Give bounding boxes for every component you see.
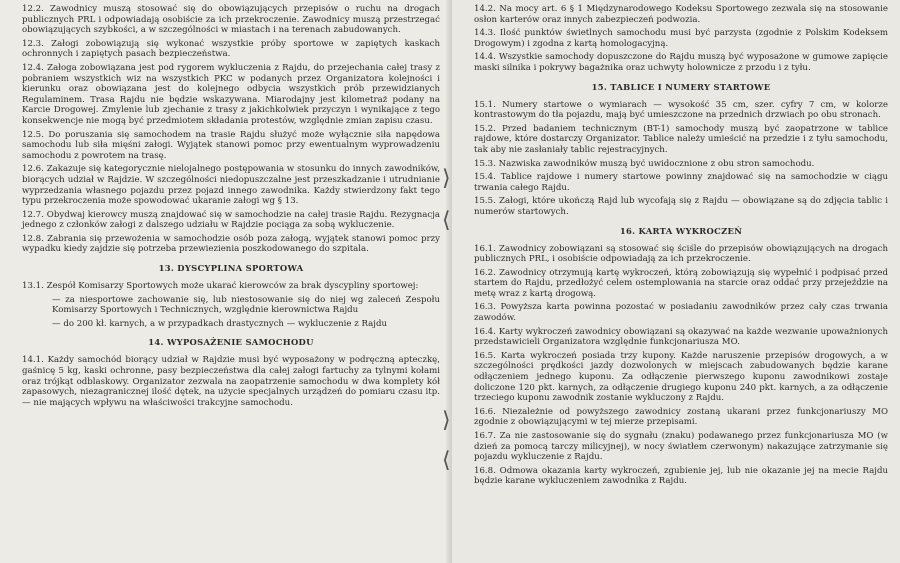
heading-section-16: 16. KARTA WYKROCZEŃ [619, 225, 743, 236]
paragraph-16-8: 16.8. Odmowa okazania karty wykroczeń, zgubienie jej, lub nie okazanie jej na mecie Rajdu będzie karane wykluczeniem zawodnika z Rajdu. [474, 465, 888, 487]
paragraph-12-5: 12.5. Do poruszania się samochodem na trasie Rajdu służyć może wyłącznie siła napędowa samochodu lub siła mięśni załogi. Wyjątek stanowi pomoc przy ewentualnym wyprowadzeniu samochodu z powrotem na trasę. [22, 129, 440, 161]
paragraph-15-1: 15.1. Numery startowe o wymiarach — wysokość 35 cm, szer. cyfry 7 cm, w kolorze kontrastowym do tła pojazdu, mają być umieszczone na przednich drzwiach po obu stronach. [474, 99, 888, 121]
paragraph-14-2: 14.2. Na mocy art. 6 § 1 Międzynarodowego Kodeksu Sportowego zezwala się na stosowanie osłon karterów oraz innych zabezpieczeń podwozia. [474, 4, 888, 25]
paragraph-14-1: 14.1. Każdy samochód biorący udział w Rajdzie musi być wyposażony w podręczną apteczkę, gaśnicę 5 kg, kaski ochronne, pasy bezpieczeństwa dla całej załogi fartuchy za tylnymi kołami oraz trójkąt odblaskowy. Organizator zezwala na zaopatrzenie samochodu w dwa komplety kół zapasowych, niezagranicznej ilość dętek, na użycie specjalnych urządzeń do pomiaru czasu itp. — nie mających wpływu na właściwości trakcyjne samochodu. [22, 355, 440, 408]
paragraph-16-1: 16.1. Zawodnicy zobowiązani są stosować się ściśle do przepisów obowiązujących na drogach publicznych PRL, i osobiście odpowiadają za ich przekroczenie. [474, 243, 888, 265]
paragraph-12-7: 12.7. Obydwaj kierowcy muszą znajdować się w samochodzie na całej trasie Rajdu. Rezygnacja jednego z członków załogi z dalszego udziału w Rajdzie pociąga za sobą wykluczenie. [22, 209, 440, 231]
paragraph-15-5: 15.5. Załogi, które ukończą Rajd lub wycofają się z Rajdu — obowiązane są do zdjęcia tablic i numerów startowych. [474, 196, 888, 217]
paragraph-12-3: 12.3. Załogi zobowiązują się wykonać wszystkie próby sportowe w zapiętych kaskach ochronnych i zapiętych pasach bezpieczeństwa. [22, 38, 440, 60]
heading-section-15: 15. TABLICE I NUMERY STARTOWE [591, 81, 771, 92]
staple-top: ⟩ [442, 166, 451, 191]
paragraph-16-6: 16.6. Niezależnie od powyższego zawodnicy zostaną ukarani przez funkcjonariuszy MO zgodnie z obowiązującymi w tej mierze przepisami. [474, 406, 888, 428]
paragraph-16-3: 16.3. Powyższa karta powinna pozostać w posiadaniu zawodników przez cały czas trwania zawodów. [474, 302, 888, 324]
paragraph-14-4: 14.4. Wszystkie samochody dopuszczone do Rajdu muszą być wyposażone w gumowe zapięcie maski silnika i pokrywy bagażnika oraz uchwyty holownicze z przodu i z tyłu. [474, 52, 888, 73]
heading-section-14: 14. WYPOSAŻENIE SAMOCHODU [148, 337, 314, 348]
paragraph-15-2: 15.2. Przed badaniem technicznym (BT-1) samochody muszą być zaopatrzone w tablice rajdowe, które dostarczy Organizator. Tablice należy umieścić na przedzie i z tyłu samochodu, tak aby nie zasłaniały tablic rejestracyjnych. [474, 123, 888, 155]
paragraph-12-8: 12.8. Zabrania się przewożenia w samochodzie osób poza załogą, wyjątek stanowi pomoc przy wypadku kiedy zajdzie się potrzeba przewiezienia poszkodowanego do szpitala. [22, 233, 440, 255]
paragraph-16-5: 16.5. Karta wykroczeń posiada trzy kupony. Każde naruszenie przepisów drogowych, a w szczególności prędkości jazdy dozwolonych w miejscach zabudowanych będzie karane odłączeniem jednego kuponu. Za odłączenie pierwszego kuponu zawodnikowi zostaje doliczone 120 pkt. karnych, za odłączenie drugiego kuponu 240 pkt. karnych, a za odłączenie trzeciego kuponu zawodnik zostanie wykluczony z Rajdu. [474, 350, 888, 404]
paragraph-13-1-a: — za niesportowe zachowanie się, lub niestosowanie się do niej wg zaleceń Zespołu Komisarzy Sportowych i Technicznych, względnie kierownictwa Rajdu [52, 294, 440, 316]
paragraph-16-4: 16.4. Karty wykroczeń zawodnicy obowiązani są okazywać na każde wezwanie upoważnionych przedstawicieli Organizatora względnie funkcjonariusza MO. [474, 326, 888, 348]
paragraph-16-2: 16.2. Zawodnicy otrzymują kartę wykroczeń, którą zobowiązują się wypełnić i podpisać przed startem do Rajdu, przedłożyć celem ostemplowania na starcie oraz oddać przy przejeździe na metę wraz z kartą drogową. [474, 267, 888, 299]
paragraph-13-1-b: — do 200 kł. karnych, a w przypadkach drastycznych — wykluczenie z Rajdu [52, 318, 388, 329]
paragraph-16-7: 16.7. Za nie zastosowanie się do sygnału (znaku) podawanego przez funkcjonariusza MO (w dzień za pomocą tarczy milicyjnej), w nocy światłem czerwonym) nakazujące zatrzymanie się pojazdu wykluczenie z Rajdu. [474, 431, 888, 463]
paragraph-12-2: 12.2. Zawodnicy muszą stosować się do obowiązujących przepisów o ruchu na drogach publicznych PRL i odpowiadają osobiście za ich przekroczenie. Zawodnicy muszą przestrzegać obowiązujących szybkości, a w szczególności w miastach i na terenach zabudowanych. [22, 4, 440, 36]
staple-top-lower: ⟨ [442, 208, 451, 233]
right-page [452, 0, 900, 563]
paragraph-13-1: 13.1. Zespół Komisarzy Sportowych może ukarać kierowców za brak dyscypliny sportowej: [22, 281, 419, 292]
paragraph-15-4: 15.4. Tablice rajdowe i numery startowe powinny znajdować się na samochodzie w ciągu trwania całego Rajdu. [474, 172, 888, 193]
paragraph-14-3: 14.3. Ilość punktów świetlnych samochodu musi być parzysta (zgodnie z Polskim Kodeksem Drogowym) i zgodna z kartą homologacyjną. [474, 28, 888, 49]
paragraph-15-3: 15.3. Nazwiska zawodników muszą być uwidocznione z obu stron samochodu. [474, 158, 815, 169]
paragraph-12-6: 12.6. Zakazuje się kategorycznie nielojalnego postępowania w stosunku do innych zawodników, biorących udział w Rajdzie. W szczególności niedopuszczalne jest przeszkadzanie i utrudnianie wyprzedzania własnego pojazdu przez pojazd innego zawodnika. Każdy stwierdzony fakt tego typu przekroczenia może spowodować ukaranie załogi wg § 13. [22, 164, 440, 207]
heading-section-13: 13. DYSCYPLINA SPORTOWA [158, 263, 304, 274]
staple-bottom-lower: ⟨ [442, 448, 451, 473]
paragraph-12-4: 12.4. Załoga zobowiązana jest pod rygorem wykluczenia z Rajdu, do przejechania całej trasy z pobraniem wszystkich wiz na wszystkich PKC w podanych przez Organizatora kolejności i kierunku oraz obowiązana jest do kolejnego odbycia wszystkich prób przewidzianych Regulaminem. Trasa Rajdu nie będzie wskazywana. Miarodajny jest kilometraż podany na Karcie Drogowej. Zmylenie lub zjechanie z trasy z jakichkolwiek przyczyn i wynikające z tego konsekwencje nie mogą być przedmiotem składania protestów, względnie zmian zapisu czasu. [22, 62, 440, 126]
staple-bottom: ⟩ [442, 408, 451, 433]
